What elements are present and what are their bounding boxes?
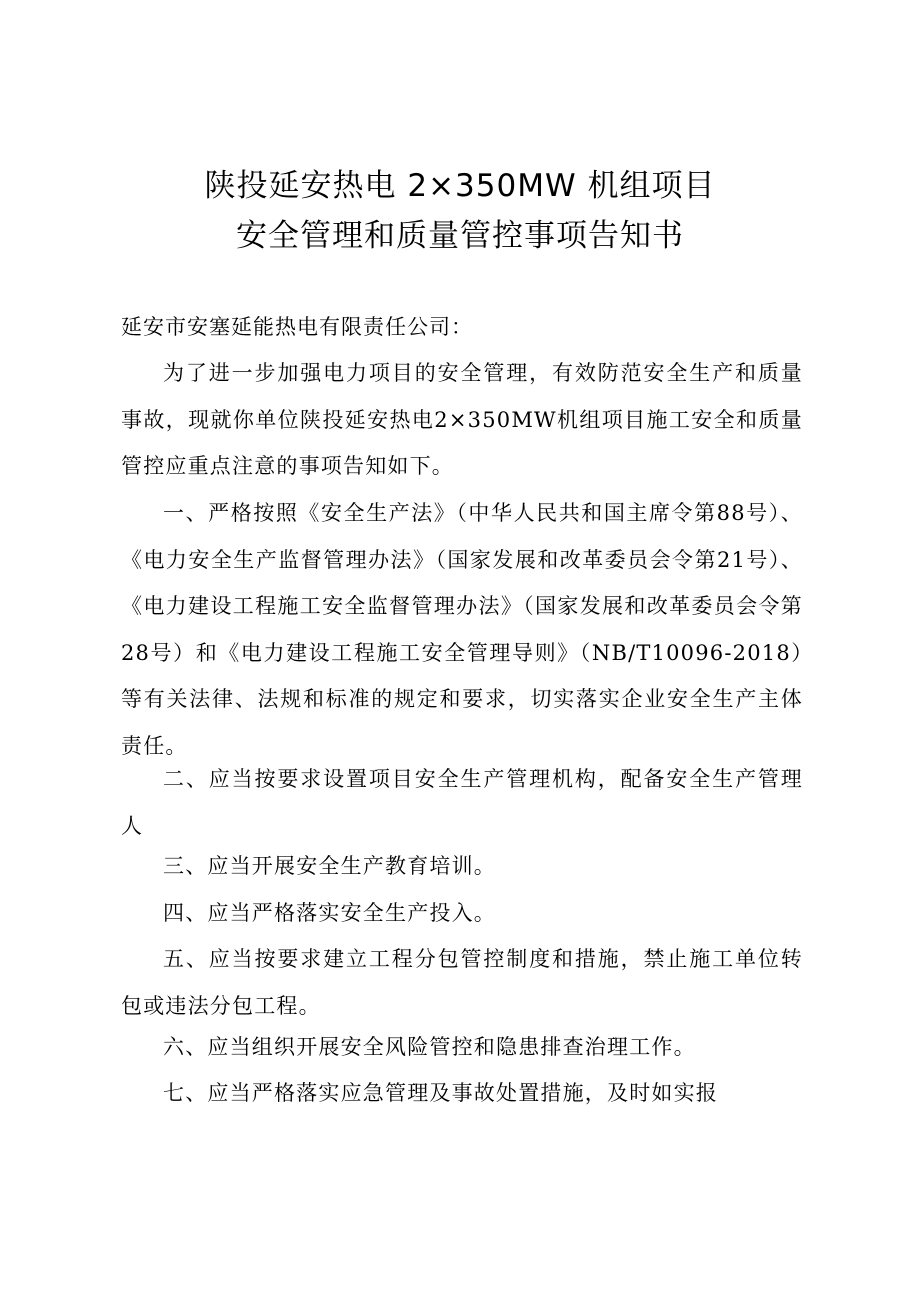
salutation: 延安市安塞延能热电有限责任公司： bbox=[121, 315, 473, 339]
paragraph-item-5: 五、应当按要求建立工程分包管控制度和措施，禁止施工单位转包或违法分包工程。 bbox=[121, 947, 803, 1018]
paragraph-item-2: 二、应当按要求设置项目安全生产管理机构，配备安全生产管理人 bbox=[121, 767, 803, 838]
document-title-line-2: 安全管理和质量管控事项告知书 bbox=[236, 218, 684, 254]
paragraph-item-7: 七、应当严格落实应急管理及事故处置措施，及时如实报 bbox=[163, 1081, 718, 1105]
paragraph-intro: 为了进一步加强电力项目的安全管理，有效防范安全生产和质量事故，现就你单位陕投延安热电2×350MW机组项目施工安全和质量管控应重点注意的事项告知如下。 bbox=[121, 361, 803, 478]
paragraph-item-4: 四、应当严格落实安全生产投入。 bbox=[163, 901, 496, 925]
paragraph-item-6: 六、应当组织开展安全风险管控和隐患排查治理工作。 bbox=[163, 1035, 696, 1059]
paragraph-item-3: 三、应当开展安全生产教育培训。 bbox=[163, 854, 496, 878]
paragraph-item-1: 一、严格按照《安全生产法》（中华人民共和国主席令第88号）、《电力安全生产监督管理办法》（国家发展和改革委员会令第21号）、《电力建设工程施工安全监督管理办法》（国家发展和改革委员会令第28号）和《电力建设工程施工安全管理导则》（NB/T10096-2018）等有关法律、法规和标准的规定和要求，切实落实企业安全生产主体责任。 bbox=[121, 501, 803, 758]
document-title-line-1: 陕投延安热电 2×350MW 机组项目 bbox=[204, 168, 716, 204]
